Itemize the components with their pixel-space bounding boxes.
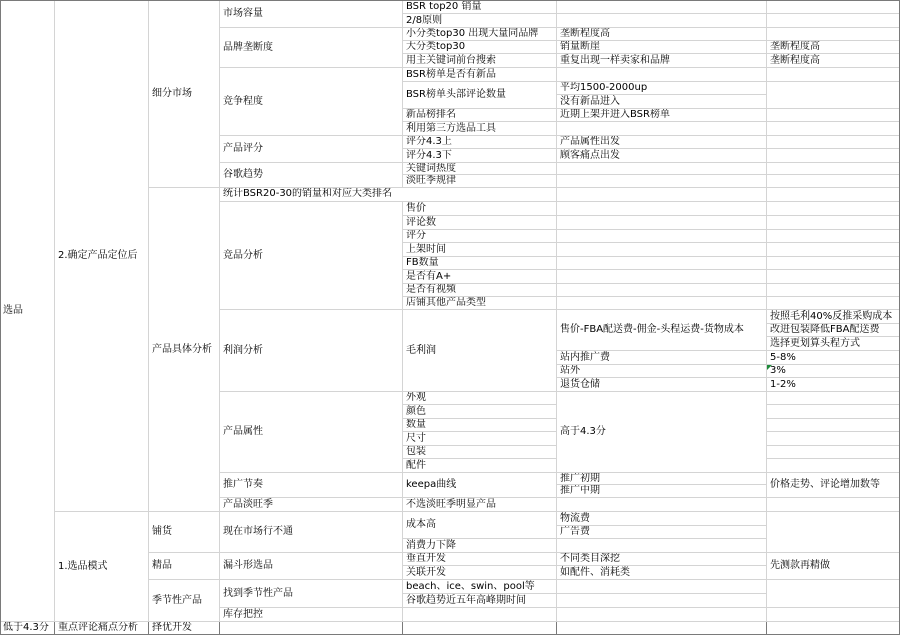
table-cell[interactable]: 改进包装降低FBA配送费 (767, 324, 900, 337)
table-cell[interactable]: 尺寸 (403, 432, 557, 446)
table-cell[interactable]: 不选淡旺季明显产品 (403, 498, 557, 512)
table-cell[interactable]: BSR榜单是否有新品 (403, 68, 557, 82)
empty-cell[interactable] (557, 594, 767, 608)
table-cell[interactable]: FB数量 (403, 257, 557, 270)
empty-cell[interactable] (767, 512, 900, 553)
empty-cell[interactable] (557, 580, 767, 594)
table-cell[interactable]: 现在市场行不通 (220, 512, 403, 553)
table-cell[interactable]: 1-2% (767, 378, 900, 392)
table-cell[interactable]: 推广节奏 (220, 473, 403, 498)
table-cell[interactable]: 不同类目深挖 (557, 553, 767, 566)
empty-cell[interactable] (767, 122, 900, 136)
table-cell[interactable]: 评分4.3上 (403, 136, 557, 149)
table-cell[interactable]: 谷歌趋势 (220, 163, 403, 188)
table-cell[interactable]: 没有新品进入 (557, 95, 767, 109)
empty-cell[interactable] (767, 109, 900, 122)
table-cell[interactable]: 毛利润 (403, 310, 557, 392)
table-cell[interactable]: 关联开发 (403, 566, 557, 580)
table-cell[interactable]: 数量 (403, 419, 557, 432)
empty-cell[interactable] (767, 580, 900, 608)
table-cell[interactable]: 高于4.3分 (557, 392, 767, 473)
table-cell[interactable]: 市场容量 (220, 0, 403, 28)
table-cell[interactable]: 大分类top30 (403, 41, 557, 54)
table-cell[interactable]: 库存把控 (220, 608, 403, 622)
table-cell[interactable]: 品牌垄断度 (220, 28, 403, 68)
empty-cell[interactable] (767, 188, 900, 202)
table-cell[interactable]: 上架时间 (403, 243, 557, 257)
table-cell[interactable]: 淡旺季规律 (403, 175, 557, 188)
empty-cell[interactable] (767, 498, 900, 512)
empty-cell[interactable] (557, 297, 767, 310)
table-cell[interactable]: 产品评分 (220, 136, 403, 163)
table-cell[interactable]: 垂直开发 (403, 553, 557, 566)
empty-cell[interactable] (557, 68, 767, 82)
empty-cell[interactable] (557, 257, 767, 270)
table-cell[interactable]: 垄断程度高 (767, 54, 900, 68)
table-cell[interactable]: 先测款再精做 (767, 553, 900, 580)
table-cell[interactable]: 3% (767, 365, 900, 378)
empty-cell[interactable] (557, 243, 767, 257)
table-cell[interactable]: beach、ice、swin、pool等 (403, 580, 557, 594)
table-cell[interactable]: 消费力下降 (403, 539, 557, 553)
table-cell[interactable]: 是否有视频 (403, 284, 557, 297)
table-cell[interactable]: 近期上架并进入BSR榜单 (557, 109, 767, 122)
empty-cell[interactable] (557, 122, 767, 136)
table-cell[interactable]: 利润分析 (220, 310, 403, 392)
empty-cell[interactable] (767, 446, 900, 459)
empty-cell[interactable] (767, 14, 900, 28)
empty-cell[interactable] (767, 28, 900, 41)
empty-cell[interactable] (557, 608, 767, 622)
table-cell[interactable]: 售价-FBA配送费-佣金-头程运费-货物成本 (557, 310, 767, 351)
empty-cell[interactable] (767, 149, 900, 163)
empty-cell[interactable] (403, 608, 557, 622)
empty-cell[interactable] (767, 257, 900, 270)
empty-cell[interactable] (767, 608, 900, 622)
table-cell[interactable]: 按照毛利40%反推采购成本 (767, 310, 900, 324)
empty-cell[interactable] (767, 216, 900, 230)
table-cell[interactable]: 配件 (403, 459, 557, 473)
table-cell[interactable]: 选择更划算头程方式 (767, 337, 900, 351)
empty-cell[interactable] (557, 163, 767, 175)
table-cell[interactable]: 退货仓储 (557, 378, 767, 392)
table-cell[interactable]: 利用第三方选品工具 (403, 122, 557, 136)
table-cell[interactable]: 顾客痛点出发 (557, 149, 767, 163)
empty-cell[interactable] (767, 0, 900, 14)
empty-cell[interactable] (767, 419, 900, 432)
empty-cell[interactable] (767, 243, 900, 257)
table-cell[interactable]: 包装 (403, 446, 557, 459)
table-cell[interactable]: 评分 (403, 230, 557, 243)
empty-cell[interactable] (767, 230, 900, 243)
table-cell[interactable]: 统计BSR20-30的销量和对应大类排名 (220, 188, 557, 202)
table-cell[interactable]: 漏斗形选品 (220, 553, 403, 580)
table-cell[interactable]: 2/8原则 (403, 14, 557, 28)
table-cell[interactable]: 季节性产品 (149, 580, 220, 622)
empty-cell[interactable] (767, 270, 900, 284)
table-cell[interactable]: 细分市场 (149, 0, 220, 188)
table-cell[interactable]: 价格走势、评论增加数等 (767, 473, 900, 498)
table-cell[interactable]: 谷歌趋势近五年高峰期时间 (403, 594, 557, 608)
table-cell[interactable]: 5-8% (767, 351, 900, 365)
empty-cell[interactable] (557, 216, 767, 230)
empty-cell[interactable] (557, 270, 767, 284)
empty-cell[interactable] (767, 82, 900, 109)
table-cell[interactable]: 低于4.3分 (0, 622, 55, 635)
empty-cell[interactable] (557, 539, 767, 553)
empty-cell[interactable] (557, 498, 767, 512)
empty-cell[interactable] (767, 202, 900, 216)
table-cell[interactable]: 外观 (403, 392, 557, 405)
table-cell[interactable]: 如配件、消耗类 (557, 566, 767, 580)
table-cell[interactable]: 售价 (403, 202, 557, 216)
table-cell[interactable]: 站外 (557, 365, 767, 378)
table-cell[interactable]: BSR榜单头部评论数量 (403, 82, 557, 109)
table-cell[interactable]: keepa曲线 (403, 473, 557, 498)
table-cell[interactable]: 颜色 (403, 405, 557, 419)
table-cell[interactable]: 推广中期 (557, 485, 767, 498)
table-cell[interactable]: 竞争程度 (220, 68, 403, 136)
table-cell[interactable]: 广告费 (557, 526, 767, 539)
table-cell[interactable]: 物流费 (557, 512, 767, 526)
table-cell[interactable]: 竞品分析 (220, 202, 403, 310)
table-cell[interactable]: 新品榜排名 (403, 109, 557, 122)
table-cell[interactable]: 评论数 (403, 216, 557, 230)
table-cell[interactable]: 小分类top30 出现大量同品牌 (403, 28, 557, 41)
cell-comment-marker (767, 365, 772, 370)
table-cell[interactable]: 关键词热度 (403, 163, 557, 175)
table-cell[interactable]: 重复出现一样卖家和品牌 (557, 54, 767, 68)
table-cell[interactable]: 推广初期 (557, 473, 767, 485)
empty-cell[interactable] (557, 230, 767, 243)
empty-cell[interactable] (220, 622, 403, 635)
table-cell[interactable]: 铺货 (149, 512, 220, 553)
table-cell[interactable]: 选品 (0, 0, 55, 622)
empty-cell[interactable] (403, 622, 557, 635)
table-cell[interactable]: 垄断程度高 (767, 41, 900, 54)
table-cell[interactable]: 产品属性 (220, 392, 403, 473)
empty-cell[interactable] (767, 68, 900, 82)
table-cell[interactable]: 产品属性出发 (557, 136, 767, 149)
empty-cell[interactable] (557, 202, 767, 216)
empty-cell[interactable] (767, 392, 900, 405)
table-cell[interactable]: 站内推广费 (557, 351, 767, 365)
table-cell[interactable]: 精品 (149, 553, 220, 580)
table-cell[interactable]: 销量断崖 (557, 41, 767, 54)
table-cell[interactable]: 1.选品模式 (55, 512, 149, 622)
empty-cell[interactable] (557, 622, 767, 635)
table-cell[interactable]: 成本高 (403, 512, 557, 539)
table-cell[interactable]: 是否有A+ (403, 270, 557, 284)
table-cell[interactable]: 找到季节性产品 (220, 580, 403, 608)
table-cell[interactable]: 产品淡旺季 (220, 498, 403, 512)
empty-cell[interactable] (767, 175, 900, 188)
table-cell[interactable]: 店铺其他产品类型 (403, 297, 557, 310)
table-cell[interactable]: BSR top20 销量 (403, 0, 557, 14)
table-cell[interactable]: 垄断程度高 (557, 28, 767, 41)
table-cell[interactable]: 平均1500-2000up (557, 82, 767, 95)
empty-cell[interactable] (767, 432, 900, 446)
empty-cell[interactable] (557, 284, 767, 297)
empty-cell[interactable] (767, 622, 900, 635)
table-cell[interactable]: 评分4.3下 (403, 149, 557, 163)
table-cell[interactable]: 择优开发 (149, 622, 220, 635)
empty-cell[interactable] (767, 163, 900, 175)
empty-cell[interactable] (767, 136, 900, 149)
empty-cell[interactable] (557, 14, 767, 28)
empty-cell[interactable] (767, 297, 900, 310)
empty-cell[interactable] (557, 0, 767, 14)
empty-cell[interactable] (767, 405, 900, 419)
table-cell[interactable]: 2.确定产品定位后 (55, 0, 149, 512)
empty-cell[interactable] (767, 459, 900, 473)
table-cell[interactable]: 产品具体分析 (149, 188, 220, 512)
table-cell[interactable]: 重点评论痛点分析 (55, 622, 149, 635)
table-cell[interactable]: 用主关键词前台搜索 (403, 54, 557, 68)
empty-cell[interactable] (557, 188, 767, 202)
empty-cell[interactable] (557, 175, 767, 188)
empty-cell[interactable] (767, 284, 900, 297)
